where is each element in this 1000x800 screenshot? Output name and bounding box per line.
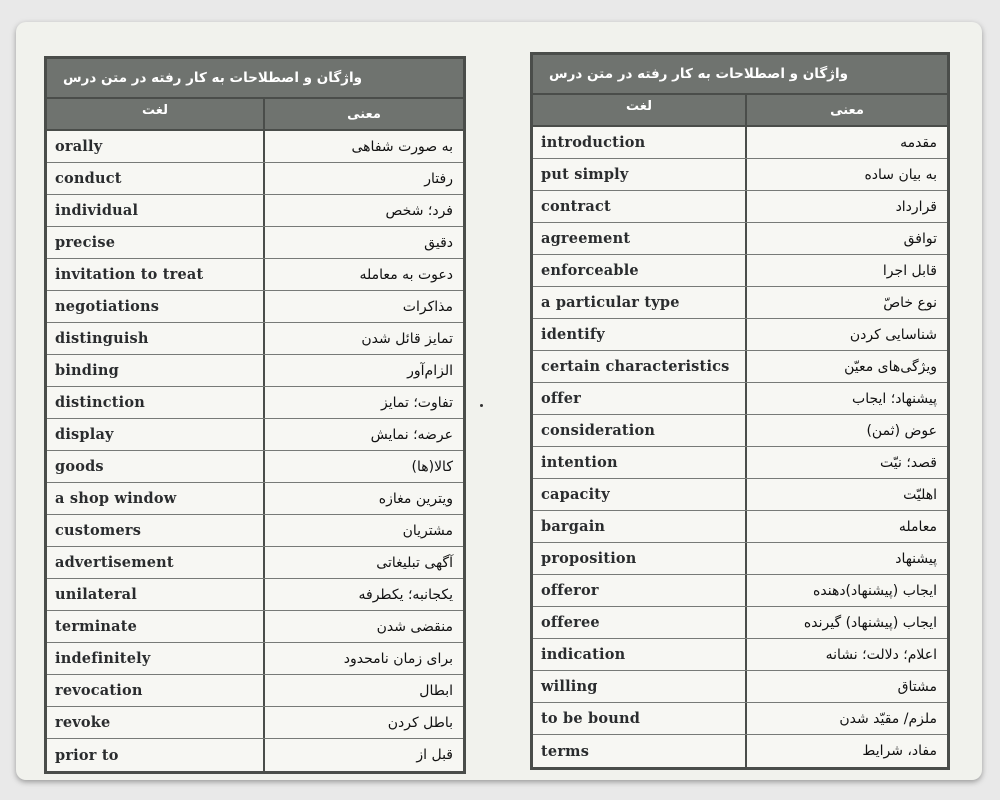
left-header-word: لغت xyxy=(47,99,265,129)
vocab-row xyxy=(47,515,463,547)
vocab-word: offeree xyxy=(533,607,747,638)
vocab-meaning: پیشنهاد؛ ایجاب xyxy=(852,390,937,407)
vocab-meaning: برای زمان نامحدود xyxy=(343,650,453,667)
vocab-row xyxy=(533,735,947,767)
vocab-meaning: مشتریان xyxy=(402,522,453,539)
right-table-title: واژگان و اصطلاحات به کار رفته در متن درس xyxy=(533,55,947,93)
vocab-word: invitation to treat xyxy=(47,259,265,290)
vocab-word: goods xyxy=(47,451,265,482)
vocab-row xyxy=(47,323,463,355)
vocab-word: terms xyxy=(533,735,747,767)
vocab-meaning: عرضه؛ نمایش xyxy=(370,426,453,443)
vocab-meaning: باطل کردن xyxy=(387,714,453,731)
vocab-word: advertisement xyxy=(47,547,265,578)
vocab-word: bargain xyxy=(533,511,747,542)
vocab-meaning: مشتاق xyxy=(897,678,937,695)
vocab-meaning: ایجاب (پیشنهاد)دهنده xyxy=(813,582,937,599)
vocab-meaning: نوع خاصّ xyxy=(883,294,937,311)
vocab-row xyxy=(47,483,463,515)
vocab-row xyxy=(47,675,463,707)
vocab-word: enforceable xyxy=(533,255,747,286)
vocab-meaning: الزام‌آور xyxy=(407,362,453,379)
vocab-row xyxy=(533,191,947,223)
vocab-row xyxy=(533,575,947,607)
vocab-meaning: به بیان ساده xyxy=(864,166,937,183)
vocab-word: binding xyxy=(47,355,265,386)
vocab-word: precise xyxy=(47,227,265,258)
vocab-row xyxy=(533,383,947,415)
vocab-word: revoke xyxy=(47,707,265,738)
vocab-row xyxy=(533,159,947,191)
vocab-word: terminate xyxy=(47,611,265,642)
right-column-header xyxy=(533,93,947,127)
vocab-word: capacity xyxy=(533,479,747,510)
vocab-word: orally xyxy=(47,131,265,162)
vocab-row xyxy=(47,643,463,675)
vocab-meaning: قبل از xyxy=(416,747,453,763)
vocab-word: conduct xyxy=(47,163,265,194)
vocab-row xyxy=(47,259,463,291)
vocab-meaning: دعوت به معامله xyxy=(359,266,453,283)
vocab-word: proposition xyxy=(533,543,747,574)
vocab-word: certain characteristics xyxy=(533,351,747,382)
vocab-meaning: دقیق xyxy=(424,234,453,251)
vocab-row xyxy=(533,287,947,319)
vocab-word: put simply xyxy=(533,159,747,190)
right-vocabulary-table xyxy=(530,52,950,770)
left-column-header xyxy=(47,97,463,131)
vocab-word: indication xyxy=(533,639,747,670)
vocab-meaning: مقدمه xyxy=(900,134,937,151)
vocab-meaning: قرارداد xyxy=(895,198,937,215)
vocab-row xyxy=(533,639,947,671)
vocab-meaning: شناسایی کردن xyxy=(849,326,937,343)
vocab-meaning: مفاد، شرایط xyxy=(862,743,937,759)
vocab-row xyxy=(47,163,463,195)
vocab-row xyxy=(533,447,947,479)
vocab-meaning: اهلیّت xyxy=(903,486,937,503)
vocab-meaning: منقضی شدن xyxy=(376,618,453,635)
vocab-row xyxy=(47,579,463,611)
vocab-row xyxy=(47,227,463,259)
vocab-row xyxy=(47,291,463,323)
vocab-meaning: ابطال xyxy=(419,682,453,699)
vocab-row xyxy=(47,451,463,483)
vocab-meaning: اعلام؛ دلالت؛ نشانه xyxy=(825,646,937,663)
vocab-row xyxy=(533,607,947,639)
vocab-row xyxy=(533,703,947,735)
right-header-word: لغت xyxy=(533,95,747,125)
vocab-row xyxy=(533,543,947,575)
left-rows xyxy=(47,131,463,771)
vocab-word: customers xyxy=(47,515,265,546)
left-header-meaning: معنی xyxy=(347,106,381,122)
vocab-meaning: کالا(ها) xyxy=(411,458,453,475)
vocab-row xyxy=(47,195,463,227)
left-vocabulary-table xyxy=(44,56,466,774)
vocab-meaning: ایجاب (پیشنهاد) گیرنده xyxy=(803,614,937,631)
vocab-row xyxy=(533,223,947,255)
vocab-row xyxy=(533,511,947,543)
vocab-meaning: پیشنهاد xyxy=(895,550,937,567)
vocab-word: display xyxy=(47,419,265,450)
vocab-meaning: ویترین مغازه xyxy=(378,490,453,507)
vocab-row xyxy=(533,479,947,511)
vocab-meaning: قابل اجرا xyxy=(882,262,937,279)
vocab-word: to be bound xyxy=(533,703,747,734)
vocab-row xyxy=(47,387,463,419)
vocab-word: distinguish xyxy=(47,323,265,354)
vocab-word: willing xyxy=(533,671,747,702)
vocab-row xyxy=(47,739,463,771)
vocab-row xyxy=(533,415,947,447)
vocab-word: offer xyxy=(533,383,747,414)
vocab-word: distinction xyxy=(47,387,265,418)
vocab-word: intention xyxy=(533,447,747,478)
vocab-row xyxy=(47,131,463,163)
vocab-word: introduction xyxy=(533,127,747,158)
vocab-row xyxy=(47,707,463,739)
vocab-word: revocation xyxy=(47,675,265,706)
right-header-meaning: معنی xyxy=(830,102,864,118)
vocab-word: individual xyxy=(47,195,265,226)
vocab-meaning: تفاوت؛ تمایز xyxy=(381,394,453,411)
vocab-meaning: مذاکرات xyxy=(402,298,453,315)
vocab-row xyxy=(47,611,463,643)
vocab-row xyxy=(533,255,947,287)
vocab-word: indefinitely xyxy=(47,643,265,674)
vocab-meaning: فرد؛ شخص xyxy=(385,202,453,219)
vocab-word: negotiations xyxy=(47,291,265,322)
right-rows xyxy=(533,127,947,767)
vocab-meaning: آگهی تبلیغاتی xyxy=(376,554,453,571)
vocab-meaning: معامله xyxy=(898,518,937,535)
vocab-word: prior to xyxy=(47,739,265,771)
left-table-title: واژگان و اصطلاحات به کار رفته در متن درس xyxy=(47,59,463,97)
vocab-word: consideration xyxy=(533,415,747,446)
vocab-meaning: تمایز قائل شدن xyxy=(361,330,453,347)
vocab-word: offeror xyxy=(533,575,747,606)
vocab-row xyxy=(47,419,463,451)
vocab-meaning: ملزم/ مقیّد شدن xyxy=(839,710,937,727)
vocab-word: unilateral xyxy=(47,579,265,610)
vocab-meaning: ویژگی‌های معیّن xyxy=(844,358,937,375)
vocab-meaning: یکجانبه؛ یکطرفه xyxy=(358,586,453,603)
vocab-meaning: به صورت شفاهی xyxy=(351,138,453,155)
book-spread xyxy=(16,22,982,780)
vocab-meaning: رفتار xyxy=(424,170,453,187)
vocab-word: agreement xyxy=(533,223,747,254)
vocab-word: a shop window xyxy=(47,483,265,514)
page-speck xyxy=(480,404,483,407)
vocab-row xyxy=(47,355,463,387)
vocab-word: identify xyxy=(533,319,747,350)
vocab-row xyxy=(533,127,947,159)
vocab-word: a particular type xyxy=(533,287,747,318)
vocab-row xyxy=(533,319,947,351)
vocab-row xyxy=(533,671,947,703)
vocab-word: contract xyxy=(533,191,747,222)
vocab-meaning: قصد؛ نیّت xyxy=(880,454,937,471)
vocab-row xyxy=(533,351,947,383)
vocab-meaning: توافق xyxy=(903,230,937,247)
vocab-row xyxy=(47,547,463,579)
vocab-meaning: عوض (ثمن) xyxy=(866,422,937,439)
